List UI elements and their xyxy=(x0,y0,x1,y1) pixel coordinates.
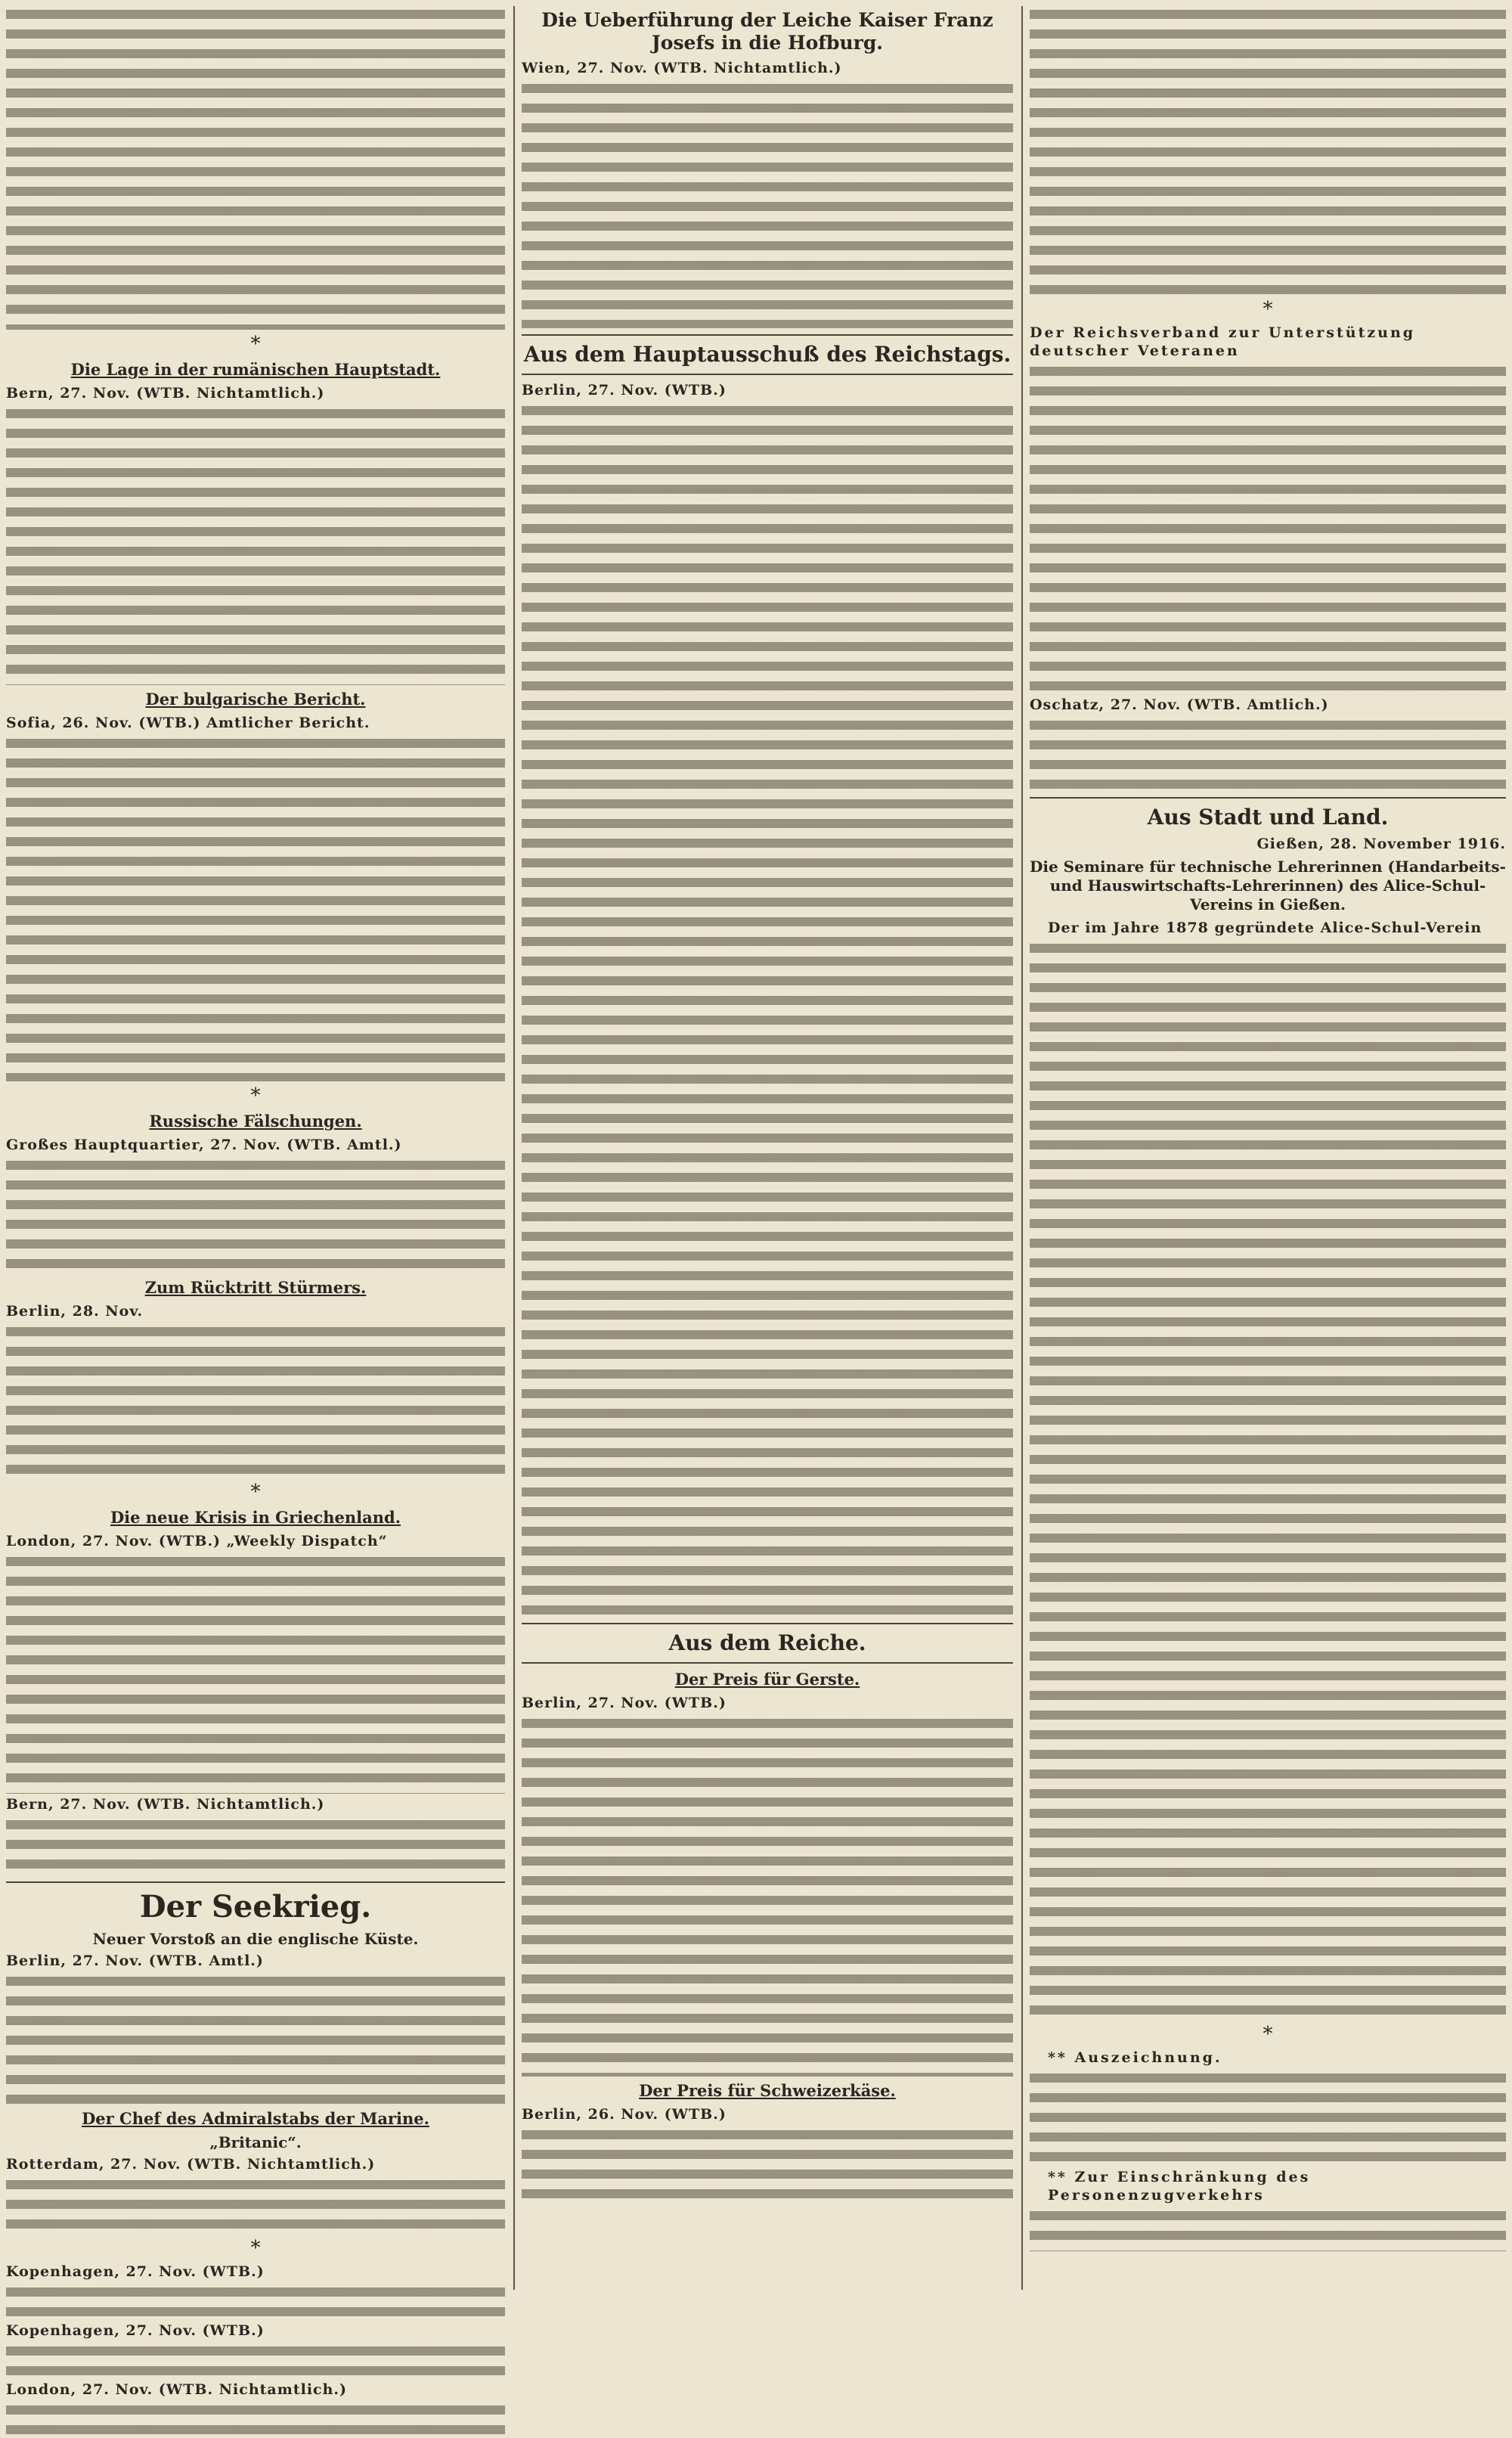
article-text xyxy=(6,2175,505,2234)
section-rule xyxy=(522,1662,1013,1664)
article-text xyxy=(6,1971,505,2105)
dateline: Berlin, 26. Nov. (WTB.) xyxy=(522,2106,727,2123)
dateline: Rotterdam, 27. Nov. (WTB. Nichtamtlich.) xyxy=(6,2156,376,2173)
article-subheading: „Britanic“. xyxy=(209,2133,302,2151)
article-text xyxy=(522,79,1013,328)
separator-star: * xyxy=(1263,298,1273,321)
section-heading: Aus dem Reiche. xyxy=(668,1630,866,1655)
article-text xyxy=(6,734,505,1081)
article-text xyxy=(6,1322,505,1478)
separator-star: * xyxy=(250,1481,261,1503)
article-text xyxy=(6,1155,505,1273)
article-text xyxy=(522,1714,1013,2077)
article-lead: Der Reichsverband zur Unterstützung deutscher Veteranen xyxy=(1030,324,1416,359)
dateline: Bern, 27. Nov. (WTB. Nichtamtlich.) xyxy=(6,385,325,402)
article-text xyxy=(1030,361,1506,694)
article-lead: Der im Jahre 1878 gegründete Alice-Schul-Verein xyxy=(1048,920,1483,936)
article-heading: Die Lage in der rumänischen Hauptstadt. xyxy=(70,360,441,379)
separator-star: * xyxy=(250,1084,261,1107)
article-heading: Der bulgarische Bericht. xyxy=(145,690,366,709)
dateline: Bern, 27. Nov. (WTB. Nichtamtlich.) xyxy=(6,1796,325,1813)
dateline: Kopenhagen, 27. Nov. (WTB.) xyxy=(6,2322,265,2339)
dateline: Sofia, 26. Nov. (WTB.) Amtlicher Bericht. xyxy=(6,715,370,731)
dateline: Berlin, 28. Nov. xyxy=(6,1303,144,1320)
article-heading: Die neue Krisis in Griechenland. xyxy=(110,1508,401,1527)
article-text xyxy=(6,2341,505,2379)
article-text xyxy=(6,1815,505,1875)
article-text xyxy=(6,5,505,330)
section-rule xyxy=(522,374,1013,375)
section-heading: Der Seekrieg. xyxy=(139,1889,372,1925)
article-heading: Russische Fälschungen. xyxy=(149,1112,362,1131)
separator-star: * xyxy=(1263,2023,1273,2046)
dateline: Berlin, 27. Nov. (WTB.) xyxy=(522,1695,727,1711)
article-text xyxy=(6,1552,505,1794)
section-heading: Aus Stadt und Land. xyxy=(1147,805,1389,830)
article-heading: Der Preis für Gerste. xyxy=(674,1670,860,1689)
article-heading: Der Preis für Schweizerkäse. xyxy=(639,2081,896,2100)
column-rule xyxy=(513,6,515,2290)
article-text xyxy=(6,2282,505,2320)
dateline: Berlin, 27. Nov. (WTB. Amtl.) xyxy=(6,1953,264,1969)
article-text xyxy=(1030,2206,1506,2251)
article-heading: Zum Rücktritt Stürmers. xyxy=(144,1278,367,1297)
separator-star: * xyxy=(250,2237,261,2260)
dateline: Oschatz, 27. Nov. (WTB. Amtlich.) xyxy=(1030,696,1329,713)
section-rule xyxy=(1030,797,1506,799)
column-1 xyxy=(6,5,505,2438)
dateline: Kopenhagen, 27. Nov. (WTB.) xyxy=(6,2263,265,2280)
section-rule xyxy=(522,1623,1013,1624)
column-2 xyxy=(522,5,1013,2208)
column-3 xyxy=(1030,5,1506,2251)
dateline: Gießen, 28. November 1916. xyxy=(1256,836,1506,852)
section-rule xyxy=(6,1881,505,1883)
dateline: Großes Hauptquartier, 27. Nov. (WTB. Amtl.) xyxy=(6,1137,402,1153)
section-rule xyxy=(522,334,1013,336)
dateline: London, 27. Nov. (WTB. Nichtamtlich.) xyxy=(6,2381,348,2398)
article-lead: ** Zur Einschränkung des Personenzugverkehrs xyxy=(1048,2169,1311,2204)
section-heading: Aus dem Hauptausschuß des Reichstags. xyxy=(523,342,1012,367)
article-text xyxy=(522,2125,1013,2208)
article-text xyxy=(6,2400,505,2438)
article-heading: Die Seminare für technische Lehrerinnen (Handarbeits- und Hauswirtschafts-Lehrerinnen) des Alice-Schul-Vereins in Gießen. xyxy=(1030,858,1506,913)
article-text xyxy=(1030,715,1506,791)
article-lead: ** Auszeichnung. xyxy=(1048,2049,1222,2066)
article-text xyxy=(1030,2068,1506,2167)
section-subheading: Neuer Vorstoß an die englische Küste. xyxy=(92,1930,419,1948)
article-heading: Die Ueberführung der Leiche Kaiser Franz Josefs in die Hofburg. xyxy=(541,9,993,54)
dateline: Berlin, 27. Nov. (WTB.) xyxy=(522,382,727,399)
dateline: London, 27. Nov. (WTB.) „Weekly Dispatch“ xyxy=(6,1533,388,1549)
article-text xyxy=(6,404,505,685)
article-heading: Der Chef des Admiralstabs der Marine. xyxy=(82,2109,429,2128)
separator-star: * xyxy=(250,333,261,355)
article-text xyxy=(522,401,1013,1617)
article-text xyxy=(1030,938,1506,2020)
article-text xyxy=(1030,5,1506,295)
column-rule xyxy=(1021,6,1023,2290)
dateline: Wien, 27. Nov. (WTB. Nichtamtlich.) xyxy=(522,60,842,76)
